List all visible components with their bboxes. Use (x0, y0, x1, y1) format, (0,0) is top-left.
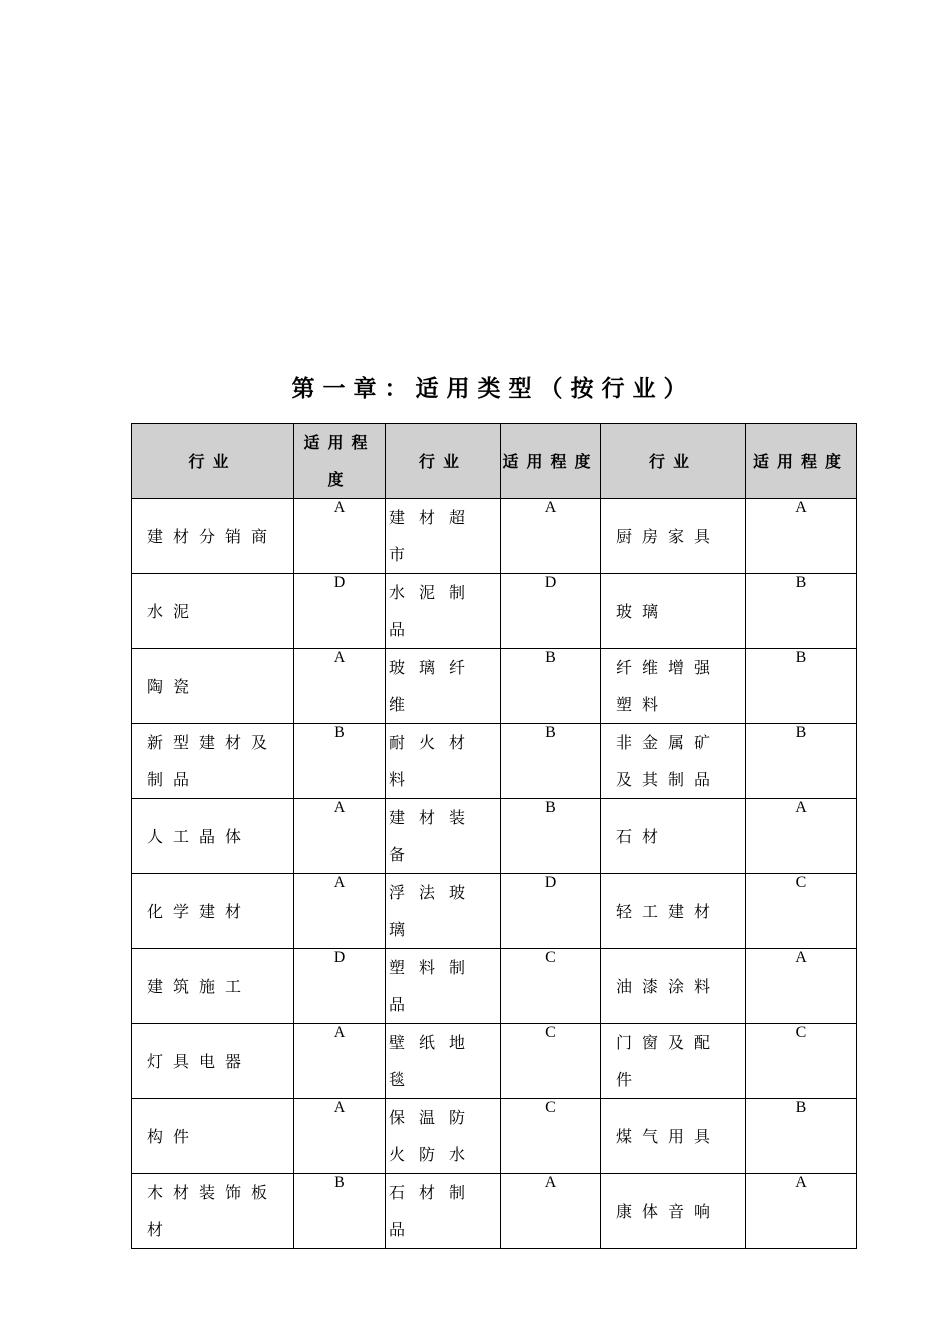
applicability-cell: C (746, 1024, 857, 1099)
industry-label: 浮法玻璃 (389, 883, 480, 939)
industry-cell (386, 499, 501, 574)
industry-cell (601, 499, 746, 574)
page-title: 第一章：适用类型（按行业） (291, 376, 695, 402)
industry-cell (132, 949, 294, 1024)
industry-cell (132, 1174, 294, 1249)
industry-label: 康体音响 (616, 1201, 721, 1221)
header-industry: 行业 (132, 424, 294, 499)
industry-label: 纤维增强塑料 (616, 658, 721, 714)
industry-label: 轻工建材 (616, 901, 721, 921)
header-applicability: 适用程度 (294, 424, 386, 499)
header-applicability: 适用程度 (746, 424, 857, 499)
applicability-cell: B (746, 1099, 857, 1174)
industry-cell (132, 874, 294, 949)
industry-cell (601, 1024, 746, 1099)
industry-cell (386, 649, 501, 724)
industry-label: 煤气用具 (616, 1126, 721, 1146)
table-row (132, 649, 857, 724)
industry-label: 陶瓷 (147, 676, 200, 696)
industry-cell (601, 1174, 746, 1249)
industry-cell (601, 649, 746, 724)
industry-cell (386, 724, 501, 799)
industry-label: 木材装饰板材 (147, 1183, 278, 1239)
industry-label: 化学建材 (147, 901, 252, 921)
industry-label: 建材分销商 (147, 526, 278, 546)
table-row (132, 1099, 857, 1174)
table-header-row (132, 424, 857, 499)
industry-label: 建材装备 (389, 808, 480, 864)
industry-label: 水泥 (147, 601, 200, 621)
table-row (132, 1024, 857, 1099)
applicability-cell: B (746, 574, 857, 649)
applicability-cell: A (746, 949, 857, 1024)
applicability-cell: D (294, 574, 386, 649)
industry-cell (132, 724, 294, 799)
industry-label: 建筑施工 (147, 976, 252, 996)
applicability-cell: B (746, 724, 857, 799)
industry-label: 耐火材料 (389, 733, 480, 789)
table-row (132, 799, 857, 874)
industry-label: 塑料制品 (389, 958, 480, 1014)
industry-cell (386, 1024, 501, 1099)
applicability-cell: B (501, 799, 601, 874)
header-applicability: 适用程度 (501, 424, 601, 499)
applicability-cell: B (294, 724, 386, 799)
industry-cell (132, 499, 294, 574)
industry-label: 新型建材及制品 (147, 733, 278, 789)
applicability-cell: D (501, 874, 601, 949)
industry-label: 壁纸地毯 (389, 1033, 480, 1089)
applicability-cell: D (501, 574, 601, 649)
industry-label: 构件 (147, 1126, 200, 1146)
industry-cell (386, 1174, 501, 1249)
header-industry: 行业 (601, 424, 746, 499)
industry-cell (132, 799, 294, 874)
table-row (132, 949, 857, 1024)
applicability-cell: A (501, 499, 601, 574)
industry-cell (386, 574, 501, 649)
table-row (132, 874, 857, 949)
applicability-cell: A (294, 1024, 386, 1099)
industry-table (131, 423, 857, 1249)
applicability-cell: A (746, 499, 857, 574)
industry-label: 石材 (616, 826, 669, 846)
industry-label: 玻璃 (616, 601, 669, 621)
industry-label: 保温防火防水 (389, 1108, 480, 1164)
industry-label: 石材制品 (389, 1183, 480, 1239)
industry-cell (386, 949, 501, 1024)
applicability-cell: A (746, 799, 857, 874)
applicability-cell: A (294, 874, 386, 949)
header-industry: 行业 (386, 424, 501, 499)
table-row (132, 724, 857, 799)
applicability-cell: A (294, 799, 386, 874)
industry-cell (386, 874, 501, 949)
applicability-cell: B (501, 649, 601, 724)
applicability-cell: C (501, 1099, 601, 1174)
applicability-cell: A (746, 1174, 857, 1249)
industry-label: 建材超市 (389, 508, 480, 564)
applicability-cell: B (501, 724, 601, 799)
industry-label: 厨房家具 (616, 526, 721, 546)
industry-cell (601, 574, 746, 649)
table-row (132, 574, 857, 649)
table-row (132, 1174, 857, 1249)
industry-cell (601, 949, 746, 1024)
industry-label: 非金属矿及其制品 (616, 733, 721, 789)
industry-label: 门窗及配件 (616, 1033, 721, 1089)
industry-cell (601, 874, 746, 949)
industry-label: 油漆涂料 (616, 976, 721, 996)
applicability-cell: C (501, 949, 601, 1024)
industry-cell (601, 724, 746, 799)
industry-cell (386, 1099, 501, 1174)
industry-cell (132, 649, 294, 724)
industry-cell (132, 1099, 294, 1174)
table-row (132, 499, 857, 574)
industry-cell (601, 1099, 746, 1174)
industry-cell (132, 1024, 294, 1099)
industry-label: 水泥制品 (389, 583, 480, 639)
applicability-cell: A (294, 499, 386, 574)
applicability-cell: B (294, 1174, 386, 1249)
applicability-cell: C (746, 874, 857, 949)
industry-cell (601, 799, 746, 874)
applicability-cell: A (294, 649, 386, 724)
applicability-cell: A (501, 1174, 601, 1249)
applicability-cell: C (501, 1024, 601, 1099)
applicability-cell: B (746, 649, 857, 724)
applicability-cell: A (294, 1099, 386, 1174)
applicability-cell: D (294, 949, 386, 1024)
industry-label: 灯具电器 (147, 1051, 252, 1071)
industry-cell (132, 574, 294, 649)
industry-cell (386, 799, 501, 874)
industry-label: 玻璃纤维 (389, 658, 480, 714)
industry-label: 人工晶体 (147, 826, 252, 846)
